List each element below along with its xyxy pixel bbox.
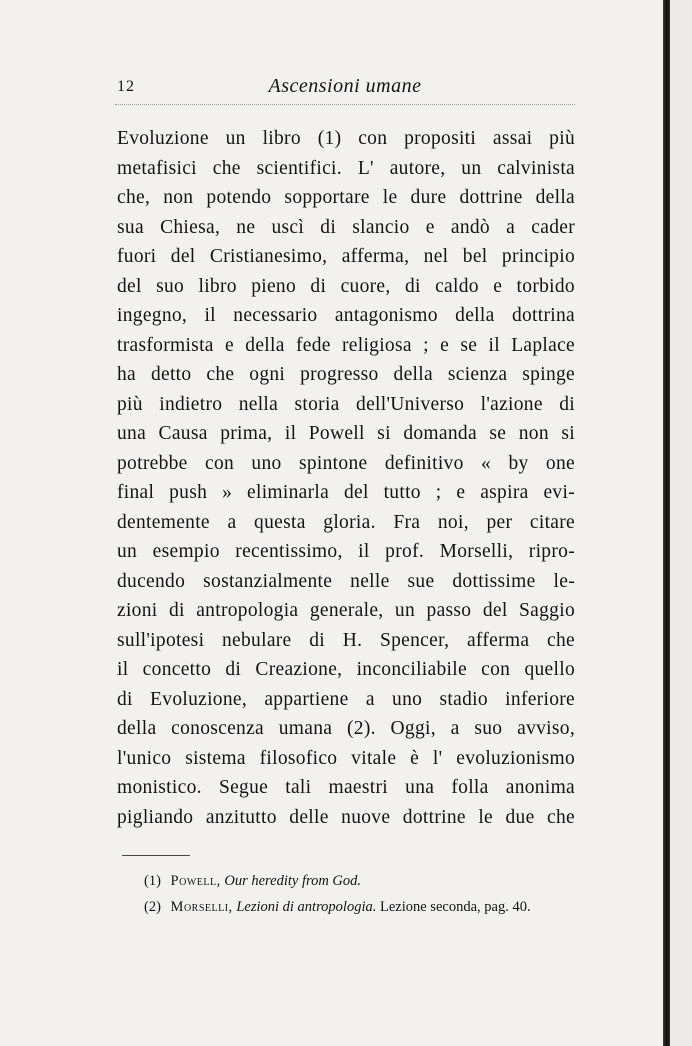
text-line: ducendo sostanzialmente nelle sue dottissime le- (117, 570, 575, 592)
text-line: della conoscenza umana (2). Oggi, a suo avviso, (117, 718, 575, 739)
text-line: un esempio recentissimo, il prof. Morselli, ripro- (117, 541, 575, 562)
page-header (115, 72, 575, 105)
text-line: potrebbe con uno spintone definitivo « by one (117, 452, 575, 474)
text-line: più indietro nella storia dell'Universo l'azione di (117, 393, 575, 415)
text-line: il concetto di Creazione, inconciliabile con quello (117, 659, 575, 680)
text-line: zioni di antropologia generale, un passo del Saggio (117, 600, 575, 621)
text-line: del suo libro pieno di cuore, di caldo e torbido (117, 275, 575, 297)
footnotes (144, 868, 584, 920)
page-number: 12 (117, 78, 135, 95)
text-line: sua Chiesa, ne uscì di slancio e andò a cader (117, 216, 575, 238)
footnote-separator (122, 855, 190, 856)
book-binding (663, 0, 670, 1046)
text-line: che, non potendo sopportare le dure dottrine della (117, 187, 575, 208)
text-line: trasformista e della fede religiosa ; e se il Laplace (117, 334, 575, 356)
text-line: ha detto che ogni progresso della scienza spinge (117, 364, 575, 385)
text-line: fuori del Cristianesimo, afferma, nel bel principio (117, 246, 575, 267)
text-line: dentemente a questa gloria. Fra noi, per citare (117, 511, 575, 533)
text-line: una Causa prima, il Powell si domanda se non si (117, 423, 575, 444)
text-line: Evoluzione un libro (1) con propositi assai più (117, 128, 575, 149)
text-line: metafisici che scientifici. L' autore, un calvinista (117, 157, 575, 179)
text-line: sull'ipotesi nebulare di H. Spencer, afferma che (117, 629, 575, 651)
footnote-author: Powell, (170, 873, 221, 889)
footnote-reference: Lezione seconda, pag. 40. (379, 899, 531, 915)
text-line: pigliando anzitutto delle nuove dottrine le due che (117, 806, 575, 828)
footnote-number: (2) (144, 899, 161, 915)
footnote-1 (144, 868, 584, 894)
footnote-author: Morselli, (170, 899, 233, 915)
text-line: l'unico sistema filosofico vitale è l' evoluzionismo (117, 747, 575, 769)
footnote-work-title: Lezioni di antropologia. (236, 899, 377, 915)
footnote-number: (1) (144, 873, 161, 889)
footnote-work-title: Our heredity from God. (224, 873, 362, 889)
running-title: Ascensioni umane (268, 75, 422, 97)
text-line: ingegno, il necessario antagonismo della dottrina (117, 305, 575, 326)
text-line: final push » eliminarla del tutto ; e aspira evi- (117, 482, 575, 503)
body-text (117, 124, 575, 832)
footnote-2 (144, 894, 584, 920)
text-line: di Evoluzione, appartiene a uno stadio inferiore (117, 688, 575, 710)
text-line: monistico. Segue tali maestri una folla anonima (117, 777, 575, 798)
page-edge (670, 0, 692, 1046)
